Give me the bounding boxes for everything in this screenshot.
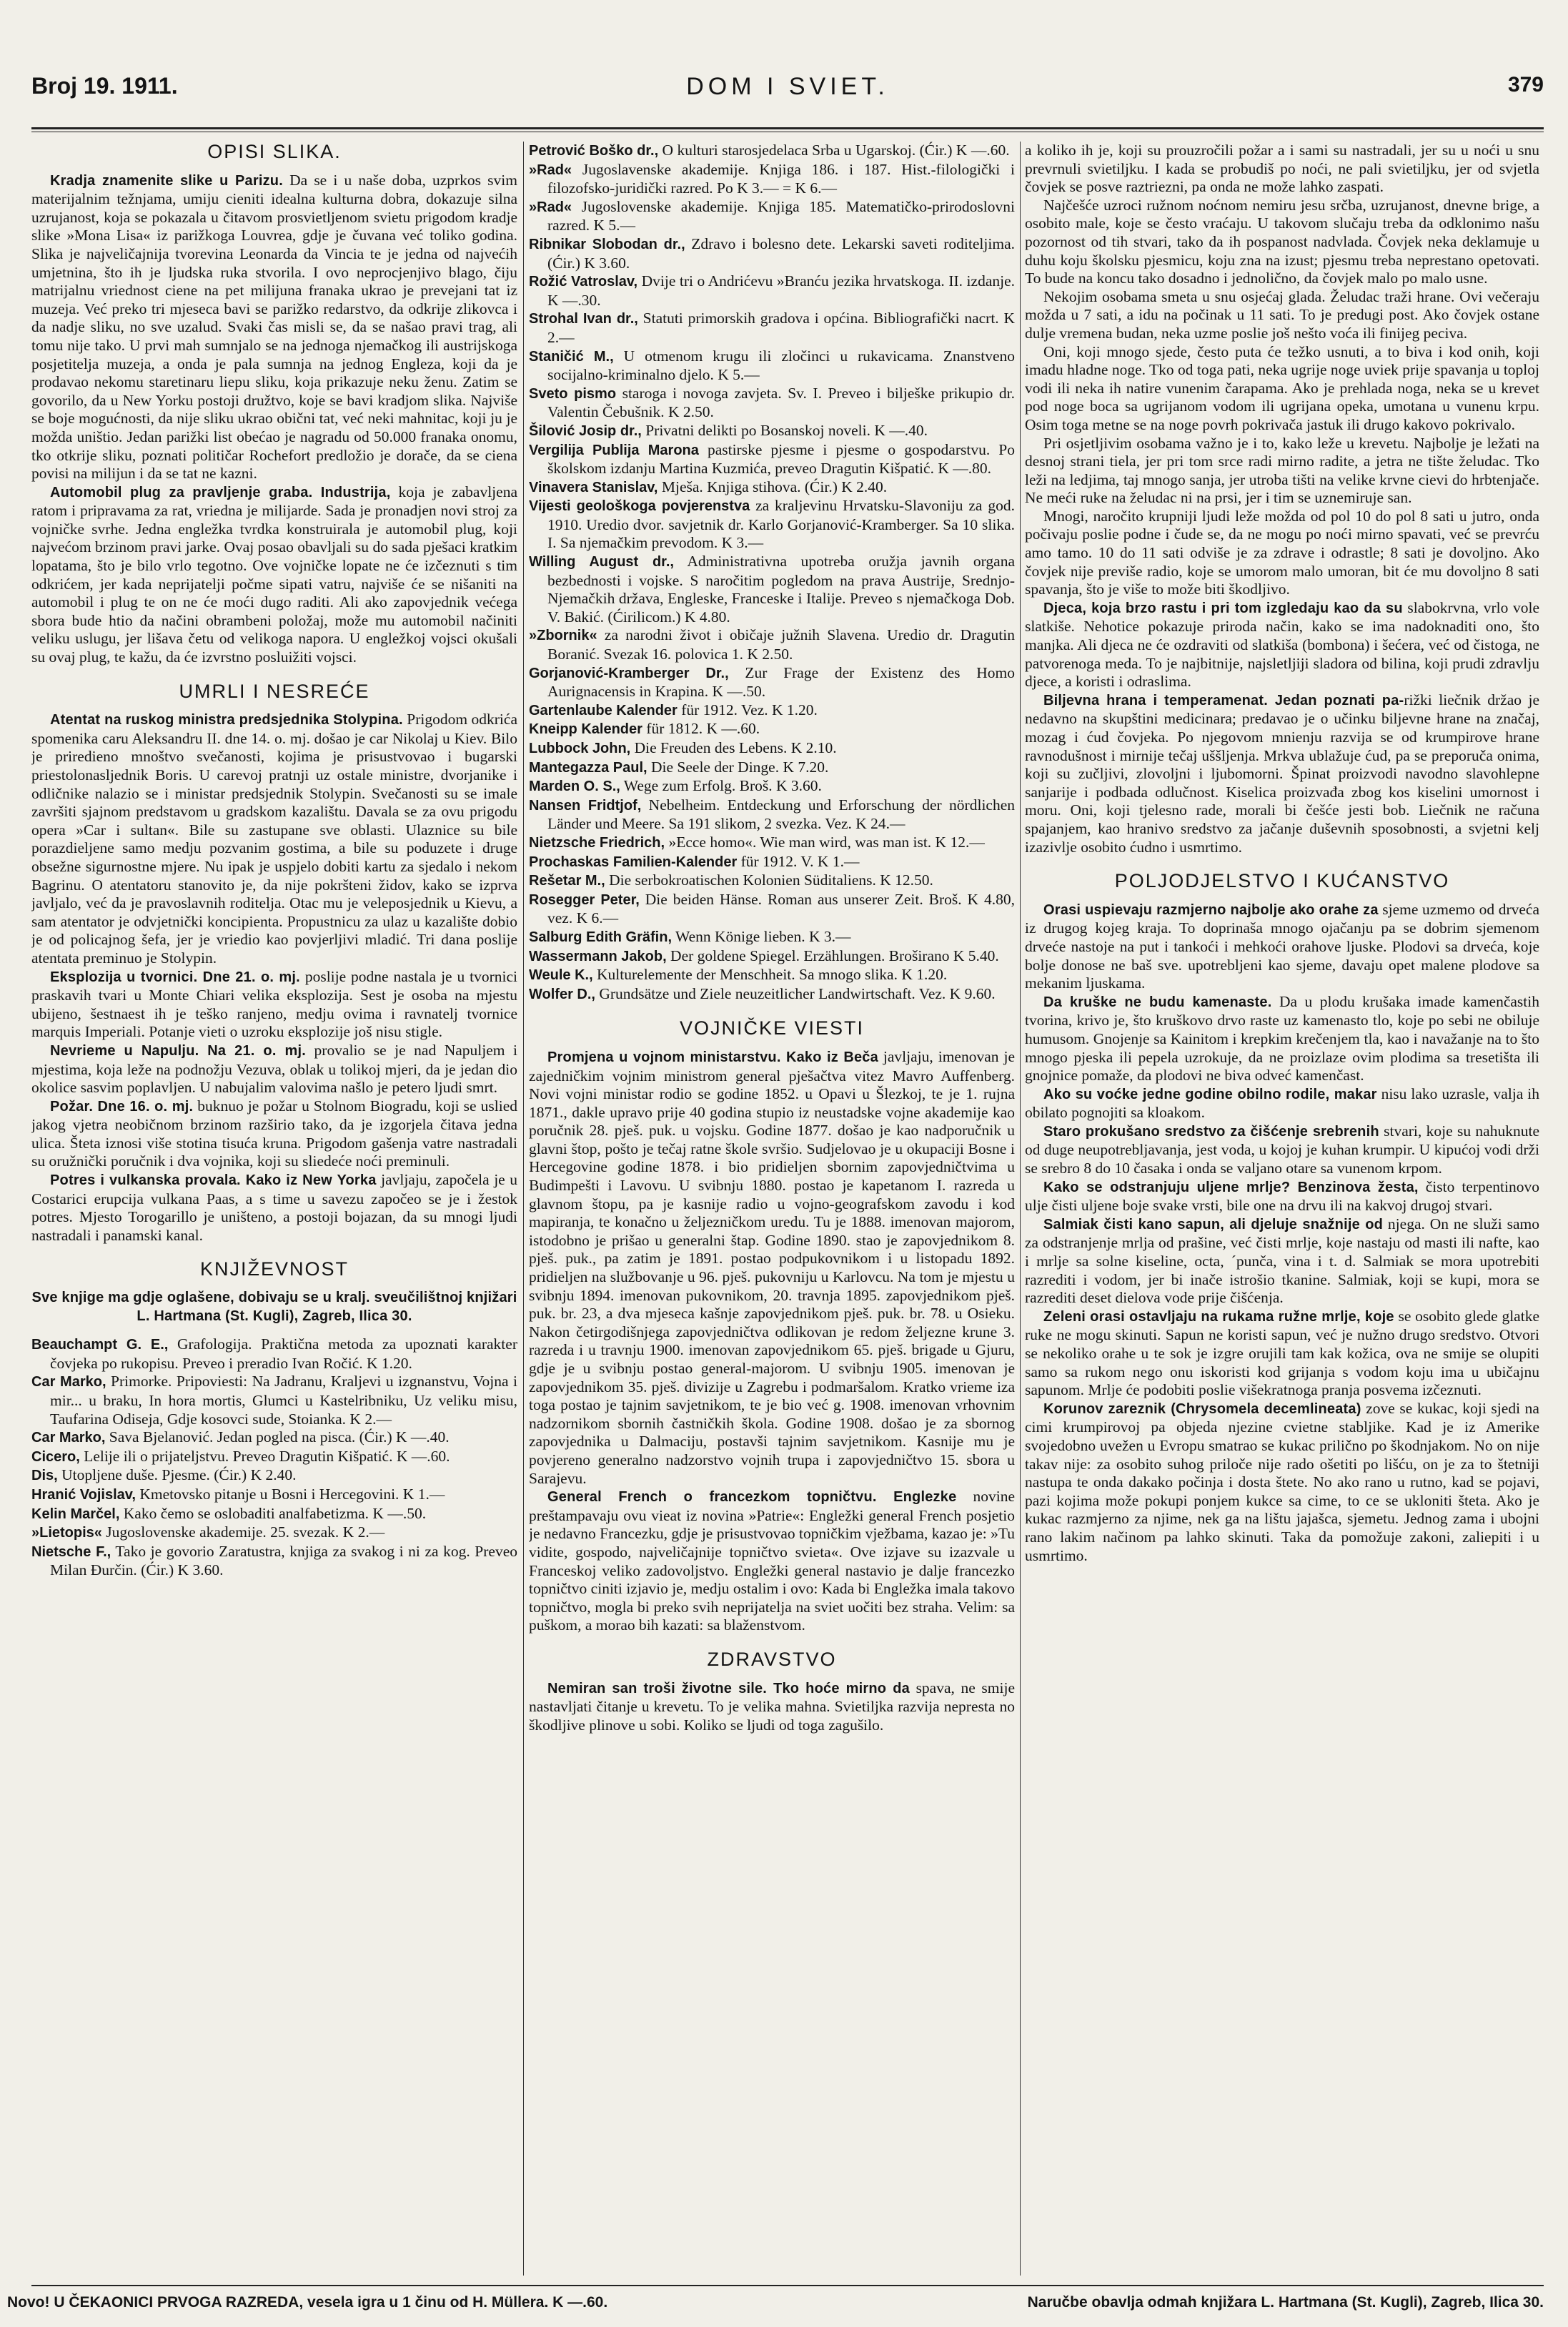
book-entry <box>529 928 1015 947</box>
book-text: Die serbokroatischen Kolonien Süditaliens. K 12.50. <box>605 871 933 889</box>
bookstore-notice: Sve knjige ma gdje oglašene, dobivaju se u kralj. sveučilištnoj knjižari L. Hartmana (St. Kugli), Zagreb, Ilica 30. <box>31 1290 517 1324</box>
article-paragraph <box>1025 1178 1539 1215</box>
book-text: Jugoslavenske akademije. Knjiga 186. i 187. Hist.-filologički i filozofsko-juridički razred. Po K 3.— = K 6.— <box>547 160 1015 197</box>
book-entry <box>529 664 1015 701</box>
article-text: provalio se je nad Napuljem i mjestima, koja leže na podnožju Vezuva, oblak u tolikoj mjeri, da je jedan dio okolice sasvim poplavljen. U nabujalim valovima našlo je petero ljudi smrt. <box>31 1041 517 1097</box>
book-text: Statuti primorskih gradova i općina. Bibliografički nacrt. K 2.— <box>547 310 1015 346</box>
article-paragraph: Nekojim osobama smeta u snu osjećaj glada. Želudac traži hrane. Ovi večeraju možda u 7 sati, a idu na počinak u 11 sati. To je predugi post. Ako čovjek ostane dulje vremena budan, neka uzme poslie još nešto voća ili finijeg peciva. <box>1025 287 1539 342</box>
column-3 <box>1025 142 1539 2276</box>
article-paragraph <box>1025 901 1539 993</box>
book-entry <box>529 777 1015 796</box>
book-author: Staničić M., <box>529 348 614 365</box>
page-number: 379 <box>1507 73 1544 97</box>
book-author: Vergilija Publija Marona <box>529 442 699 458</box>
book-text: Jugoslovenske akademije. 25. svezak. K 2.— <box>101 1523 385 1541</box>
book-entry <box>31 1505 517 1524</box>
masthead-title: DOM I SVIET. <box>686 73 889 100</box>
book-text: Die Seele der Dinge. K 7.20. <box>647 758 829 776</box>
book-entry <box>529 198 1015 235</box>
article-lead: Promjena u vojnom ministarstvu. Kako iz Beča <box>547 1049 878 1065</box>
book-author: Salburg Edith Gräfin, <box>529 929 673 945</box>
article-lead: Korunov zareznik (Chrysomela decemlineata) <box>1043 1400 1361 1417</box>
article-text: sjeme uzmemo od drveća iz drugog kojeg kraja. To doprinaša mnogo ojačanju pa se dobrim sjemenom drveće nastoje na put i tankoći i mehkoći orahove ljuske. Plodovi sa drveća, koje bolje donose ne baš sve. upotrebljeni kao sjeme, davaju opet malene plodove sa mekanim ljuskama. <box>1025 900 1539 992</box>
book-author: Beauchampt G. E., <box>31 1337 169 1353</box>
book-text: Administrativna upotreba oružja javnih organa bezbednosti i vojske. S naročitim pogledom na prava Austrije, Srednjo-Njemačkih država, Engleske, Franceske i Italije. Preveo s njemačkoga Dob. V. Bakić. (Ćirilicom.) K 4.80. <box>547 553 1015 626</box>
book-text: »Ecce homo«. Wie man wird, was man ist. K 12.— <box>665 833 985 851</box>
section-title-opisi: OPISI SLIKA. <box>207 142 342 162</box>
book-author: Gorjanović-Kramberger Dr., <box>529 665 729 681</box>
book-entry <box>529 497 1015 553</box>
article-text: buknuo je požar u Stolnom Biogradu, koji se uslied jakog vjetra neobičnom brzinom razširio tako, da je izgorjela čitava jedna ulica. Šteta iznosi više stotina tisuća kruna. Prigodom gašenja vatre nastradali su oružnički poručnik i dva vojnika, koji su sliedeće noći preminuli. <box>31 1097 517 1170</box>
book-author: »Rad« <box>529 162 572 178</box>
book-author: Willing August dr., <box>529 554 674 570</box>
article-paragraph <box>1025 1400 1539 1565</box>
article-paragraph <box>1025 1122 1539 1178</box>
article-paragraph <box>1025 1085 1539 1122</box>
article-lead: Potres i vulkanska provala. Kako iz New Yorka <box>50 1172 377 1189</box>
book-author: Kelin Marčel, <box>31 1506 120 1522</box>
article-paragraph <box>1025 1308 1539 1400</box>
book-author: »Lietopis« <box>31 1525 102 1541</box>
book-entry <box>529 739 1015 759</box>
book-author: Gartenlaube Kalender <box>529 702 678 718</box>
book-author: Nietsche F., <box>31 1543 111 1560</box>
book-text: Jugoslovenske akademije. Knjiga 185. Matematičko-prirodoslovni razred. K 5.— <box>547 197 1015 234</box>
article-lead: General French o francezkom topničtvu. Englezke <box>547 1489 957 1506</box>
article-paragraph: a koliko ih je, koji su prouzročili požar a i sami su nastradali, jer su u noći u snu prevrnuli svietiljku. I kada se probudiš po noći, ne pali svietiljku, jer od svjetla čovjek se posve raztriezni, pa onda ne može lahko zaspati. <box>1025 142 1539 196</box>
article-lead: Salmiak čisti kano sapun, ali djeluje snažnije od <box>1043 1216 1384 1232</box>
book-text: Kmetovsko pitanje u Bosni i Hercegovini. K 1.— <box>136 1485 445 1503</box>
book-author: Šilović Josip dr., <box>529 423 642 439</box>
article-text: Da se i u naše doba, uzprkos svim materijalnim težnjama, umiju cieniti idealna kulturna dobra, dokazuje silna uzrujanost, koja se pokazala u čitavom prosvietljenom svietu prigodom kradje slike »Mona Lisa« iz parižkoga Louvrea, gdje je čuvana već toliko godina. Slika je najveličajnija tvorevina Leonarda da Vincia te je jedna od najvećih umjetnina, što ih je ljudska ruka stvorila. I ovo neprocjenjivo blago, čiju matrijalnu vriednost ciene na pet milijuna franaka ukrao je prevejani tat iz muzeja. Već preko tri mjeseca bavi se parižko redarstvo, da odkrije zlikovca i da nadje sliku, no sve uzalud. Svaki čas misli se, da se našao pravi trag, ali tomu nije tako. U prvi mah sumnjalo se na jednoga njemačkog ili austrijskoga posjetitelja muzeja, a onda je pala sumnja na jednog Engleza, koji da je prodavao nekomu staretinaru liepu sliku, koja prikazuje neku ženu. Zatim se govorilo, da u New Yorku postoji družtvo, koje se bavi kradjom slika. Najviše se boje mogućnosti, da nije sliku ukrao obični tat, već neki mahnitac, koji ju je možda uništio. Jedan parižki list obećao je nagradu od 50.000 franaka onomu, tko otkrije sliku, poznati političar Rochefort predložio je dorače, da se ciena povisi na milijun i da se tat ne kazni. <box>31 171 517 483</box>
book-entry <box>529 720 1015 739</box>
article-text: javljaju, imenovan je zajedničkim vojnim ministrom general pješačtva vitez Mavro Auffenberg. Novi vojni ministar rodio se godine 1852. u Opavi u Šlezkoj, te je 1. rujna 1871., dakle upravo prije 40 godina stupio iz neustadske vojne akademije kao poručnik 28. pješ. puk. u vojsku. Godine 1877. došao je kao nadporučnik u glavni štop, pošto je tečaj ratne škole svršio. Sudjelovao je u okupaciji Bosne i Hercegovine godine 1878. i bio pridieljen sbornim zapovjedničtvima u Budimpešti i Lavovu. U svibnju 1880. postao je kapetanom I. razreda u glavnom štopu, pa je kasnije radio u vojno-geografskom zavodu i kod mapiranja, te konačno u željezničkom uredu. Tu je 1888. imenovan majorom, istodobno je prišao u generalni štap. Godine 1890. stao je zapovjednikom 8. pješ. puk., pa zatim je 1891. postao podpukovnikom i u listopadu 1892. pridieljen na službovanje u 96. pješ. pukovniju u Karlovcu. Na tom je mjestu u svibnju 1894. imenovan pukovnikom, 20. travnja 1895. zapovjednikom pješ. puk. br. 23, a dva mjeseca kašnje zapovjednikom pješ. puk. br. 78. u Osieku. Nakon četirgodišnjega zapovjedničtva odlikovan je redom željezne krune 3. razreda i u travnju 1900. imenovan zapovjednikom 65. pješ. brigade u Gjuru, gdje je u svibnju postao general-majorom. U svibnju 1905. imenovan je zapovjednikom 35. pješ. divizije u Zagrebu i podmaršalom. Kratko vrieme iza toga postao je tajnim savjetnikom, te je bio već g. 1908. imenovan vrhovnim nadzornikom sbornih častničkih škola. Godine 1908. došao je za sbornog zapovjednika u Dalmaciju, postavši tajnim savjetnikom. Kasnije mu je povjereno generalno nadzorstvo vojnih trupa i zapovjedničtvo 15. sbora u Sarajevu. <box>529 1047 1015 1487</box>
article-lead: Nemiran san troši životne sile. Tko hoće mirno da <box>547 1680 910 1696</box>
book-text: Zur Frage der Existenz des Homo Aurignacensis in Krapina. K —.50. <box>547 663 1015 701</box>
book-text: Wege zum Erfolg. Broš. K 3.60. <box>620 777 822 795</box>
book-text: für 1912. Vez. K 1.20. <box>677 701 818 718</box>
book-entry <box>529 422 1015 441</box>
section-title-vojnicke: VOJNIČKE VIESTI <box>679 1017 865 1039</box>
article-paragraph <box>31 483 517 667</box>
book-author: Cicero, <box>31 1448 80 1465</box>
book-author: Lubbock John, <box>529 741 631 756</box>
footer-ad-left: Novo! U ČEKAONICI PRVOGA RAZREDA, vesela igra u 1 činu od H. Müllera. K —.60. <box>7 2294 608 2311</box>
book-text: staroga i novoga zavjeta. Sv. I. Preveo i bilješke prikupio dr. Valentin Čebušnik. K 2.50. <box>547 384 1015 421</box>
article-text: spava, ne smije nastavljati čitanje u krevetu. To je velika mahna. Svietiljka razvija nepresta no škodljive plinove u sobi. Koliko se ljudi od toga zagušilo. <box>529 1679 1015 1734</box>
book-text: Grundsätze und Ziele neuzeitlicher Landwirtschaft. Vez. K 9.60. <box>595 984 996 1002</box>
column-divider <box>1020 142 1021 2276</box>
book-author: Car Marko, <box>31 1430 106 1446</box>
running-header <box>31 69 1544 112</box>
article-lead: Požar. Dne 16. o. mj. <box>50 1098 194 1115</box>
article-text: se osobito glede glatke ruke ne mogu skinuti. Sapun ne koristi sapun, već je nužno drugo sredstvo. Otvori se nekoliko orahe u te sok je izgre orujili tam kak kožica, ova ne smije se olupiti samo sa rukom nego onu iskoristi kod grijanja s vodom koju ima u ubičajnu sapunom. Mrlje će podobiti poslie višekratnoga pranja posvema izčeznuti. <box>1025 1307 1539 1399</box>
book-entry <box>529 310 1015 347</box>
article-text: rižki liečnik držao je nedavno na skupštini medicinara; predavao je o učinku biljevne hrane na značaj, mozag i ćud čovjeka. Po njegovom mnienju razvija se od krumpirove hrane ravnodušnost i mirnije tečaj uššljenja. Mrkva ublažuje ćud, pa se preporuča onima, koji su zučljivi, zlovoljni i ljubomorni. Špinat proizvodi navodno slavohlepne sanjarije i podbada odlučnost. Kiselica proizvađa zbog kos kiselini umornost i moru. Oni, koji tjelesno rade, morali bi češće jesti bob. Liečnik ne računa spajanjem, kao hranivo sredstvo za jačanje duševnih sposobnosti, a svjetni kelj izazivlje osobito ćudno i usmrtimo. <box>1025 691 1539 856</box>
footer-advertisement <box>0 2291 1568 2320</box>
article-paragraph <box>31 1042 517 1097</box>
book-text: Lelije ili o prijateljstvu. Preveo Dragutin Kišpatić. K —.60. <box>79 1447 450 1465</box>
article-lead: Da kruške ne budu kamenaste. <box>1043 994 1272 1010</box>
article-paragraph <box>1025 691 1539 856</box>
book-text: Kako čemo se oslobaditi analfabetizma. K —.50. <box>119 1504 427 1522</box>
book-entry <box>31 1448 517 1467</box>
book-entry <box>31 1466 517 1486</box>
section-title-poljodjelstvo: POLJODJELSTVO I KUĆANSTVO <box>1114 870 1450 892</box>
book-text: Kulturelemente der Menschheit. Sa mnogo slika. K 1.20. <box>592 966 948 984</box>
column-1 <box>31 142 517 2276</box>
book-entry <box>529 553 1015 626</box>
book-text: für 1812. K —.60. <box>642 720 760 738</box>
book-author: Nietzsche Friedrich, <box>529 834 665 851</box>
article-lead: Nevrieme u Napulju. Na 21. o. mj. <box>50 1042 307 1059</box>
header-rule <box>31 127 1544 132</box>
book-entry <box>529 272 1015 310</box>
book-author: Rosegger Peter, <box>529 891 640 908</box>
article-lead: Kako se odstranjuju uljene mrlje? Benzinova žesta, <box>1043 1179 1419 1195</box>
book-entry <box>31 1373 517 1428</box>
book-author: Mantegazza Paul, <box>529 759 647 776</box>
article-text: Prigodom odkrića spomenika caru Aleksandru II. dne 14. o. mj. došao je car Nikolaj u Kiev. Bilo je prirediеno mnoštvo svečanosti, kojima je prisustvovao i bugarski priestolonasljednik Boris. U carevoj pratnji uz ostale ministre, dvorjanike i odličnike nalazio se i ministar predsjednik Stolypin. Svečanosti su se imale završiti sjajnom predstavom u gradskom kazalištu. Davala se za ovu prigodu opera »Car i sultan«. Bile su zastupane sve oblasti. Ulaznice su bile porazdieljene samo medju pozvanim gostima, a bile su poduzete i druge obsežne sigurnostne mjere. Nu ipak je uspjelo dobiti kartu za sjedalo i nekom Bagrinu. O atentatoru stanovito je, da nije pokršteni židov, kako se izprva javljalo, već da je pravoslavnih roditelja. Otac mu je veleposjednik u Kievu, a sam atentator je odvjetnički koncipienta. Propustnicu za ulaz u kazalište dobio je od policajnog šefa, jer je vriedio kao povjerljivi mladić. Tri dana poslije atentata preminuo je Stolypin. <box>31 711 517 967</box>
book-author: Marden O. S., <box>529 779 620 795</box>
book-entry <box>529 142 1015 161</box>
article-paragraph <box>529 1048 1015 1488</box>
book-entry <box>529 235 1015 272</box>
article-text: zove se kukac, koji sjedi na cimi krumpirovoj pa objeda njezine cvietne stabljike. Kad je iz Amerike svojedobno uvežen u Evropu smatrao se kukac prilično po škodnjakom. No on nije takav nije: za osobito suhog priloče nije rado ošetiti po lišću, on je za to štetniji nastupa te onda dakako počinja i dosta štete. No ako rano u rutno, kad se pojavi, pazi kojima može pokupi ponjem kukce sa cime, to ce se ukloniti šteta. Ako je kukac razmjerno za njime, nek ga na lištu jajašca, sjemetu. Jednog zama i ubojni rano lakim načinom pa lahko skinuti. Taka da pomožuje zakoni, zaliepiti i u usmrtimo. <box>1025 1399 1539 1564</box>
footer-ad-right: Naručbe obavlja odmah knjižara L. Hartmana (St. Kugli), Zagreb, Ilica 30. <box>1027 2294 1544 2311</box>
article-paragraph <box>31 968 517 1042</box>
article-lead: Ako su voćke jedne godine obilno rodile, makar <box>1043 1086 1377 1102</box>
book-text: Die beiden Hänse. Roman aus unserer Zeit. Broš. K 4.80, vez. K 6.— <box>547 890 1015 927</box>
book-entry <box>31 1486 517 1505</box>
article-paragraph <box>31 1097 517 1171</box>
section-title-umrli: UMRLI I NESREĆE <box>179 680 370 702</box>
article-text: čisto terpentinovo ulje čisti uljene boje svake vrsti, bile one na drvu ili na kakvoj drugoj stvari. <box>1025 1177 1539 1215</box>
book-author: Hranić Vojislav, <box>31 1486 136 1503</box>
book-entry <box>529 871 1015 891</box>
column-2 <box>529 142 1015 2276</box>
article-text: stvari, koje su nahuknute od duge neupotrebljavanja, jest voda, u kojoj je kuhan krumpir. U kipućoj vodi drži se srebro 8 do 10 časaka i onda se valjano otare sa vunenom krpom. <box>1025 1122 1539 1177</box>
article-lead: Zeleni orasi ostavljaju na rukama ružne mrlje, koje <box>1043 1308 1394 1325</box>
book-entry <box>529 947 1015 967</box>
article-paragraph: Najčešće uzroci ružnom noćnom nemiru jesu srčba, uzrujanost, dnevne brige, a osobito male, koje se često vraćaju. U takovom slučaju treba da odklonimo našu pozornost od tih stvari, tako da ih pospanost nadvlada. Čovjek neka deklamuje u duhu koju školsku pjesmicu, koju zna na izust; pjesmu treba neprestano opetovati. To bude na koncu tako dosadno i jednolično, da čovjek malo po malo usne. <box>1025 196 1539 287</box>
book-author: Nansen Fridtjof, <box>529 797 642 814</box>
book-text: Primorke. Pripoviesti: Na Jadranu, Kraljevi u izgnanstvu, Vojna i mir... u braku, In hora mortis, Glumci u Kastelribniku, Uz veliku misu, Taufarina Odiseja, Gdje kosovci sude, Stoianka. K 2.— <box>50 1373 517 1428</box>
book-text: Tako je govorio Zaratustra, knjiga za svakog i ni za kog. Preveo Milan Đurčin. (Ćir.) K 3.60. <box>50 1542 517 1579</box>
book-text: Utopljene duše. Pjesme. (Ćir.) K 2.40. <box>57 1466 297 1484</box>
book-text: Die Freuden des Lebens. K 2.10. <box>630 739 837 756</box>
article-paragraph <box>31 172 517 483</box>
book-text: O kulturi starosjedelaca Srba u Ugarskoj. (Ćir.) K —.60. <box>658 142 1010 159</box>
article-text: nisu lako uzrasle, valja ih obilato pognojiti sa kloakom. <box>1025 1085 1539 1122</box>
article-text: Da u plodu krušaka imade kamenčastih tvorina, krivo je, što kruškovo drvo raste uz kamenasto tlo, koje po sebi ne obiluje humusom. Gnojenje sa Kainitom i krepkim krečenjem tla, kao i navažanje na to što mnogo pjeska ili pepela uzrokuje, da ne proizlaze ovim plodima sa tresetišta ili gnojnice pomaže, da plodovi ne biva odveć kamenčast. <box>1025 992 1539 1085</box>
book-entry <box>31 1335 517 1373</box>
book-author: Petrović Boško dr., <box>529 143 659 159</box>
article-paragraph: Mnogi, naročito krupniji ljudi leže možda od pol 10 do pol 8 sati u jutro, onda počivaju poslie podne i čude se, da ne mogu po noći mirno spavati, već se prevrću amo tamo. 10 do 11 sati odviše je za zdrave i odrastle; 8 sati je dovoljno. Ako čovjek nije previše radio, koje se umorom malo umoran, bit će mu dovoljno 8 sati spavanja, što je više to može biti škodljivo. <box>1025 507 1539 598</box>
article-paragraph: Pri osjetljivim osobama važno je i to, kako leže u krevetu. Najbolje je ležati na desnoj strani tiela, jer pri tom srce radi mirno radite, a jetra ne tište želudac. Tko leži na ledjima, taj mnogo sanja, jer utroba tišti na velike krvne ciеvi do hrbtenjače. Ne meći ruke na želudac ni na prsi, jer i tim se uznemiruje san. <box>1025 434 1539 507</box>
book-entry <box>529 385 1015 422</box>
book-text: Der goldene Spiegel. Erzählungen. Broširano K 5.40. <box>666 947 999 964</box>
article-lead: Orasi uspievaju razmjerno najbolje ako orahe za <box>1043 901 1379 918</box>
book-text: Mješa. Knjiga stihova. (Ćir.) K 2.40. <box>658 478 888 495</box>
article-lead: Automobil plug za pravljenje graba. Industrija, <box>50 484 391 500</box>
book-author: »Rad« <box>529 199 572 215</box>
book-author: Ribnikar Slobodan dr., <box>529 236 685 252</box>
book-entry <box>529 891 1015 928</box>
book-text: Grafologija. Praktična metoda za upoznati karakter čovjeka po rukopisu. Preveo i preradio Ivan Ročić. K 1.20. <box>50 1335 517 1372</box>
article-lead: Djeca, koja brzo rastu i pri tom izgledaju kao da su <box>1043 600 1403 616</box>
book-text: Zdravo i bolesno dete. Lekarski saveti roditeljima. (Ćir.) K 3.60. <box>547 234 1015 272</box>
book-entry <box>529 626 1015 663</box>
section-title-zdravstvo: ZDRAVSTVO <box>707 1648 837 1670</box>
article-lead: Staro prokušano sredstvo za čišćenje srebrenih <box>1043 1123 1379 1140</box>
book-text: Nebelheim. Entdeckung und Erforschung der nördlichen Länder und Meere. Sa 191 slikom, 2 svezka. Vez. K 24.— <box>547 796 1015 833</box>
issue-number: Broj 19. 1911. <box>31 73 178 99</box>
book-author: »Zbornik« <box>529 628 597 644</box>
book-author: Weule K., <box>529 967 593 984</box>
book-entry <box>529 441 1015 478</box>
book-author: Rožić Vatroslav, <box>529 274 638 290</box>
footer-rule <box>31 2285 1544 2286</box>
book-text: za narodni život i običaje južnih Slavena. Uredio dr. Dragutin Boranić. Svezak 16. polovica 1. K 2.50. <box>547 626 1015 663</box>
book-author: Strohal Ivan dr., <box>529 311 638 327</box>
book-author: Kneipp Kalender <box>529 721 642 738</box>
book-entry <box>529 161 1015 198</box>
book-text: Wenn Könige lieben. K 3.— <box>672 927 851 945</box>
article-paragraph <box>1025 993 1539 1085</box>
article-text: njega. On ne služi samo za odstranjenje mrlja od prašine, već čisti mrlje, koje nastaju od masti ili nafte, kao i mrlje sa solne kiseline, octa, ´punča, vina i t. d. Salmiak se mora upotrebiti razrediti i vodom, jer bi inače istrošio tkanine. Salmiak, koji se kupi, mora se razrediti deset dielova vode prije čišćenja. <box>1025 1215 1539 1307</box>
article-lead: Eksplozija u tvornici. Dne 21. o. mj. <box>50 969 300 985</box>
book-entry <box>31 1523 517 1543</box>
book-entry <box>529 701 1015 721</box>
book-text: pastirske pjesme i pjesme o gospodarstvu. Po školskom izdanju Martina Kuzmića, preveo Dragutin Kišpatić. K —.80. <box>547 440 1015 478</box>
book-text: za kraljevinu Hrvatsku-Slavoniju za god. 1910. Uredio dvor. savjetnik dr. Karlo Gorjanović-Kramberger. Sa 10 slika. I. Sa njemačkim prevodom. K 3.— <box>547 497 1015 552</box>
book-text: Privatni delikti po Bosanskoj noveli. K —.40. <box>641 421 928 439</box>
book-text: Sava Bjelanović. Jedan pogled na pisca. (Ćir.) K —.40. <box>105 1428 450 1446</box>
book-entry <box>529 834 1015 853</box>
section-title-knjizevnost: KNJIŽEVNOST <box>199 1258 349 1280</box>
article-text: javljaju, započela je u Costarici erupcija vulkana Paas, a s time u savezu započeo se je i žestok potres. Mjesto Torogarillo je uništeno, a postoji bojazan, da su mnogi ljudi nastradali i panamski kanal. <box>31 1171 517 1244</box>
book-list-continued <box>529 142 1015 1004</box>
article-paragraph <box>529 1488 1015 1635</box>
article-text: slabokrvna, vrlo vole slatkiše. Nehotice pokazuje priroda način, kako se ima nadoknaditi ono, što manjka. Ali djeca ne će ozdraviti od slatkiša (bombona) i šećera, već od čistoga, ne patvorenoga meda. To je najbitnije, najsletljiji sladora od bilina, koji prudi zdravlju djece, a koristi i odraslima. <box>1025 598 1539 691</box>
article-paragraph <box>529 1679 1015 1735</box>
book-author: Wolfer D., <box>529 986 595 1002</box>
book-text: für 1912. V. K 1.— <box>737 852 860 870</box>
book-author: Car Marko, <box>31 1374 106 1390</box>
article-lead: Atentat na ruskog ministra predsjednika Stolypina. <box>50 712 403 728</box>
book-author: Wassermann Jakob, <box>529 948 667 964</box>
book-list <box>31 1335 517 1580</box>
book-entry <box>529 966 1015 985</box>
book-entry <box>31 1428 517 1448</box>
book-entry <box>529 478 1015 498</box>
article-paragraph: Oni, koji mnogo sjede, često puta će težko usnuti, a to biva i kod onih, koji imadu hladne noge. Tko od toga pati, neka ugrije noge uviek prije spavanja u toploj vodi ili neka ih natire vunenim čarapama. Ako je prehlada noga, neka se u krevet pod noge boca sa ugrijanom vodom ili ugrijana opeka, umotana u vunenu krpu. Osim toga metne se na noge povrh pokrivača jastuk ili drugo kakovo pokrivalo. <box>1025 342 1539 433</box>
book-entry <box>31 1543 517 1580</box>
article-text: poslije podne nastala je u tvornici praskavih tvari u Monte Chiari velika eksplozija. Sest je osoba na mjestu ubijeno, šestnaest ih je teško ranjeno, medju ovima i ravnatelj tvornice marquis Imperiali. Potanje vieti o uzroku eksplozije još nisu stigle. <box>31 967 517 1041</box>
article-text: novine preštampavaju ovu vieat iz novina »Patrie«: Engležki general French posjetio je nedavno Francezku, gdje je prisustvovao topničkim vježbama, kazao je: »Tu vidite, gospodo, najveličajnije topničtvo svieta«. Ove izjave su izazvale u Franceskoj veliko zadovoljstvo. Engležki general nastavio je dalje francezko topničtvo ciniti izjavio je, medju ostalim i ovo: Kada bi Engležka imala takovo topničtvo, mogla bi preko svih neprijatelja na sviet uočiti bez straha. Velim: sa puškom, a morao bih kazati: sa blaženstvom. <box>529 1488 1015 1634</box>
article-lead: Biljevna hrana i temperamenat. Jedan poznati pa- <box>1043 692 1404 708</box>
book-author: Dis, <box>31 1468 58 1484</box>
article-paragraph <box>1025 1215 1539 1308</box>
book-entry <box>529 796 1015 834</box>
column-divider <box>523 142 524 2276</box>
book-entry <box>529 985 1015 1004</box>
book-text: Dvije tri o Andrićevu »Branću jezika hrvatskoga. II. izdanje. K —.30. <box>547 272 1015 309</box>
book-author: Rešetar M., <box>529 873 605 889</box>
book-entry <box>529 347 1015 385</box>
book-entry <box>529 759 1015 778</box>
book-author: Prochaskas Familien-Kalender <box>529 854 738 870</box>
book-entry <box>529 853 1015 872</box>
article-text: koja je zabavljena ratom i pripravama za rat, vriedna je milijarde. Sada je pronadjen novi stroj za vojničke svrhe. Jedna engležka tvrdka konstruirala je automobil plug, koji najvećom brzinom pravi jarke. Ovaj posao obavljali su do sada pješaci kratkim lopatama, što je bilo vrlo tegotno. Ove vojničke lopate ne će izčeznuti s tim odkrićem, jer kada neprijatelji počme sipati vatru, najviše će se nišaniti na automobil i plug te on ne će moći dugo raditi. Ali ako zapovjednik većega sbora bude htio da načini obrambeni položaj, može mu automobil načiniti veliku uslugu, jer lišava četu od velikoga napora. U engležkoj vojsci okušali su ovaj plug, te kažu, da će izvrstno posluižiti vojsci. <box>31 483 517 666</box>
book-author: Vinavera Stanislav, <box>529 479 658 495</box>
book-author: Vijesti geološkoga povjerenstva <box>529 498 750 515</box>
book-author: Sveto pismo <box>529 385 617 402</box>
article-lead: Kradja znamenite slike u Parizu. <box>50 172 283 189</box>
article-paragraph <box>1025 599 1539 691</box>
book-text: U otmenom krugu ili zločinci u rukavicama. Znanstveno socijalno-kriminalno djelo. K 5.— <box>547 347 1015 384</box>
article-paragraph <box>31 711 517 967</box>
article-paragraph <box>31 1171 517 1245</box>
